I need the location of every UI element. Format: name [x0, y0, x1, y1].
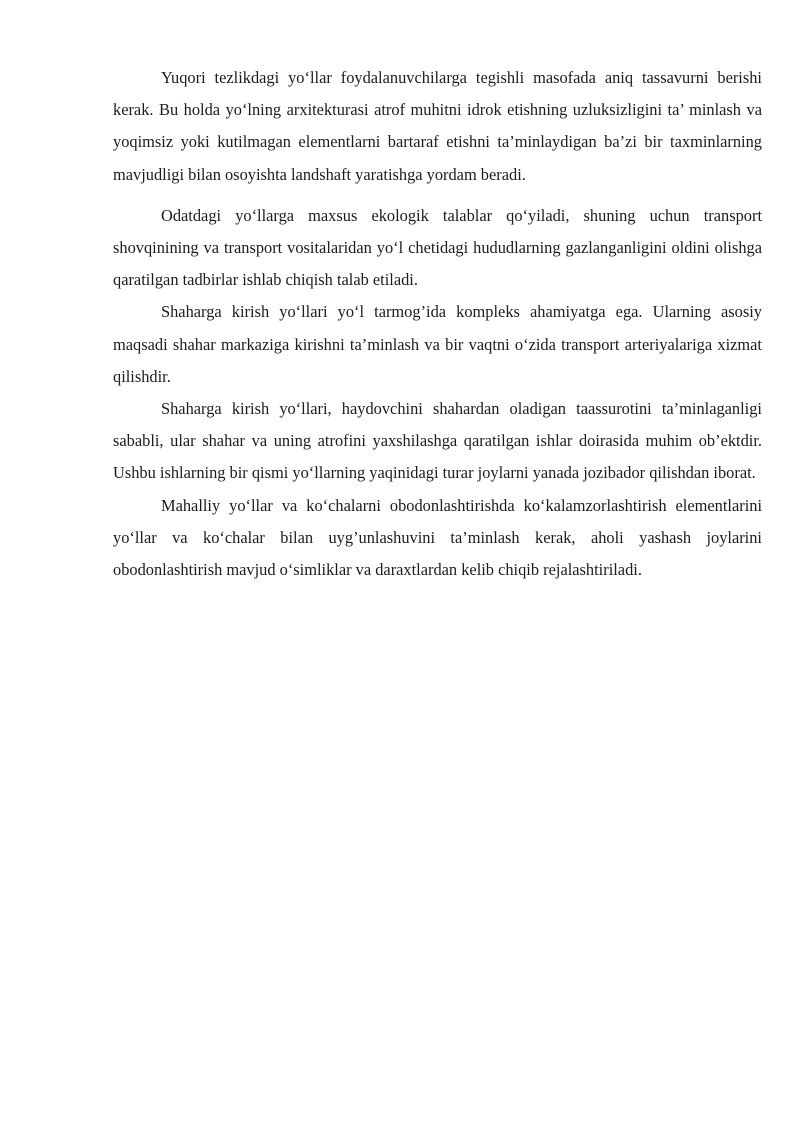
- paragraph-ordinary-roads: Odatdagi yo‘llarga maxsus ekologik talablar qo‘yiladi, shuning uchun transport shovqinining va transport vositalaridan yo‘l chetidagi hududlarning gazlanganligini oldini olishga qaratilgan tadbirlar ishlab chiqish talab etiladi.: [113, 205, 762, 290]
- document-body: [113, 62, 762, 586]
- paragraph-city-entrance-roads: Shaharga kirish yo‘llari yo‘l tarmog’ida kompleks ahamiyatga ega. Ularning asosiy maqsadi shahar markaziga kirishni ta’minlash va bir vaqtni o‘zida transport arteriyalariga xizmat qilishdir.: [113, 302, 762, 386]
- paragraph-city-entrance-impression: Shaharga kirish yo‘llari, haydovchini shahardan oladigan taassurotini ta’minlaganligi sababli, ular shahar va uning atrofini yaxshilashga qaratilgan ishlar doirasida muhim ob’ektdir. Ushbu ishlarning bir qismi yo‘llarning yaqinidagi turar joylarni yanada jozibador qilishdan iborat.: [113, 399, 762, 483]
- paragraph-high-speed-roads: Yuqori tezlikdagi yo‘llar foydalanuvchilarga tegishli masofada aniq tassavurni berishi kerak. Bu holda yo‘lning arxitekturasi atrof muhitni idrok etishning uzluksizligini ta’ minlash va yoqimsiz yoki kutilmagan elementlarni bartaraf etishni ta’minlaydigan ba’zi bir taxminlarning mavjudligi bilan osoyishta landshaft yaratishga yordam beradi.: [113, 68, 762, 184]
- paragraph-local-roads-landscaping: Mahalliy yo‘llar va ko‘chalarni obodonlashtirishda ko‘kalamzorlashtirish elementlarini yo‘llar va ko‘chalar bilan uyg’unlashuvini ta’minlash kerak, aholi yashash joylarini obodonlashtirish mavjud o‘simliklar va daraxtlardan kelib chiqib rejalashtiriladi.: [113, 495, 762, 580]
